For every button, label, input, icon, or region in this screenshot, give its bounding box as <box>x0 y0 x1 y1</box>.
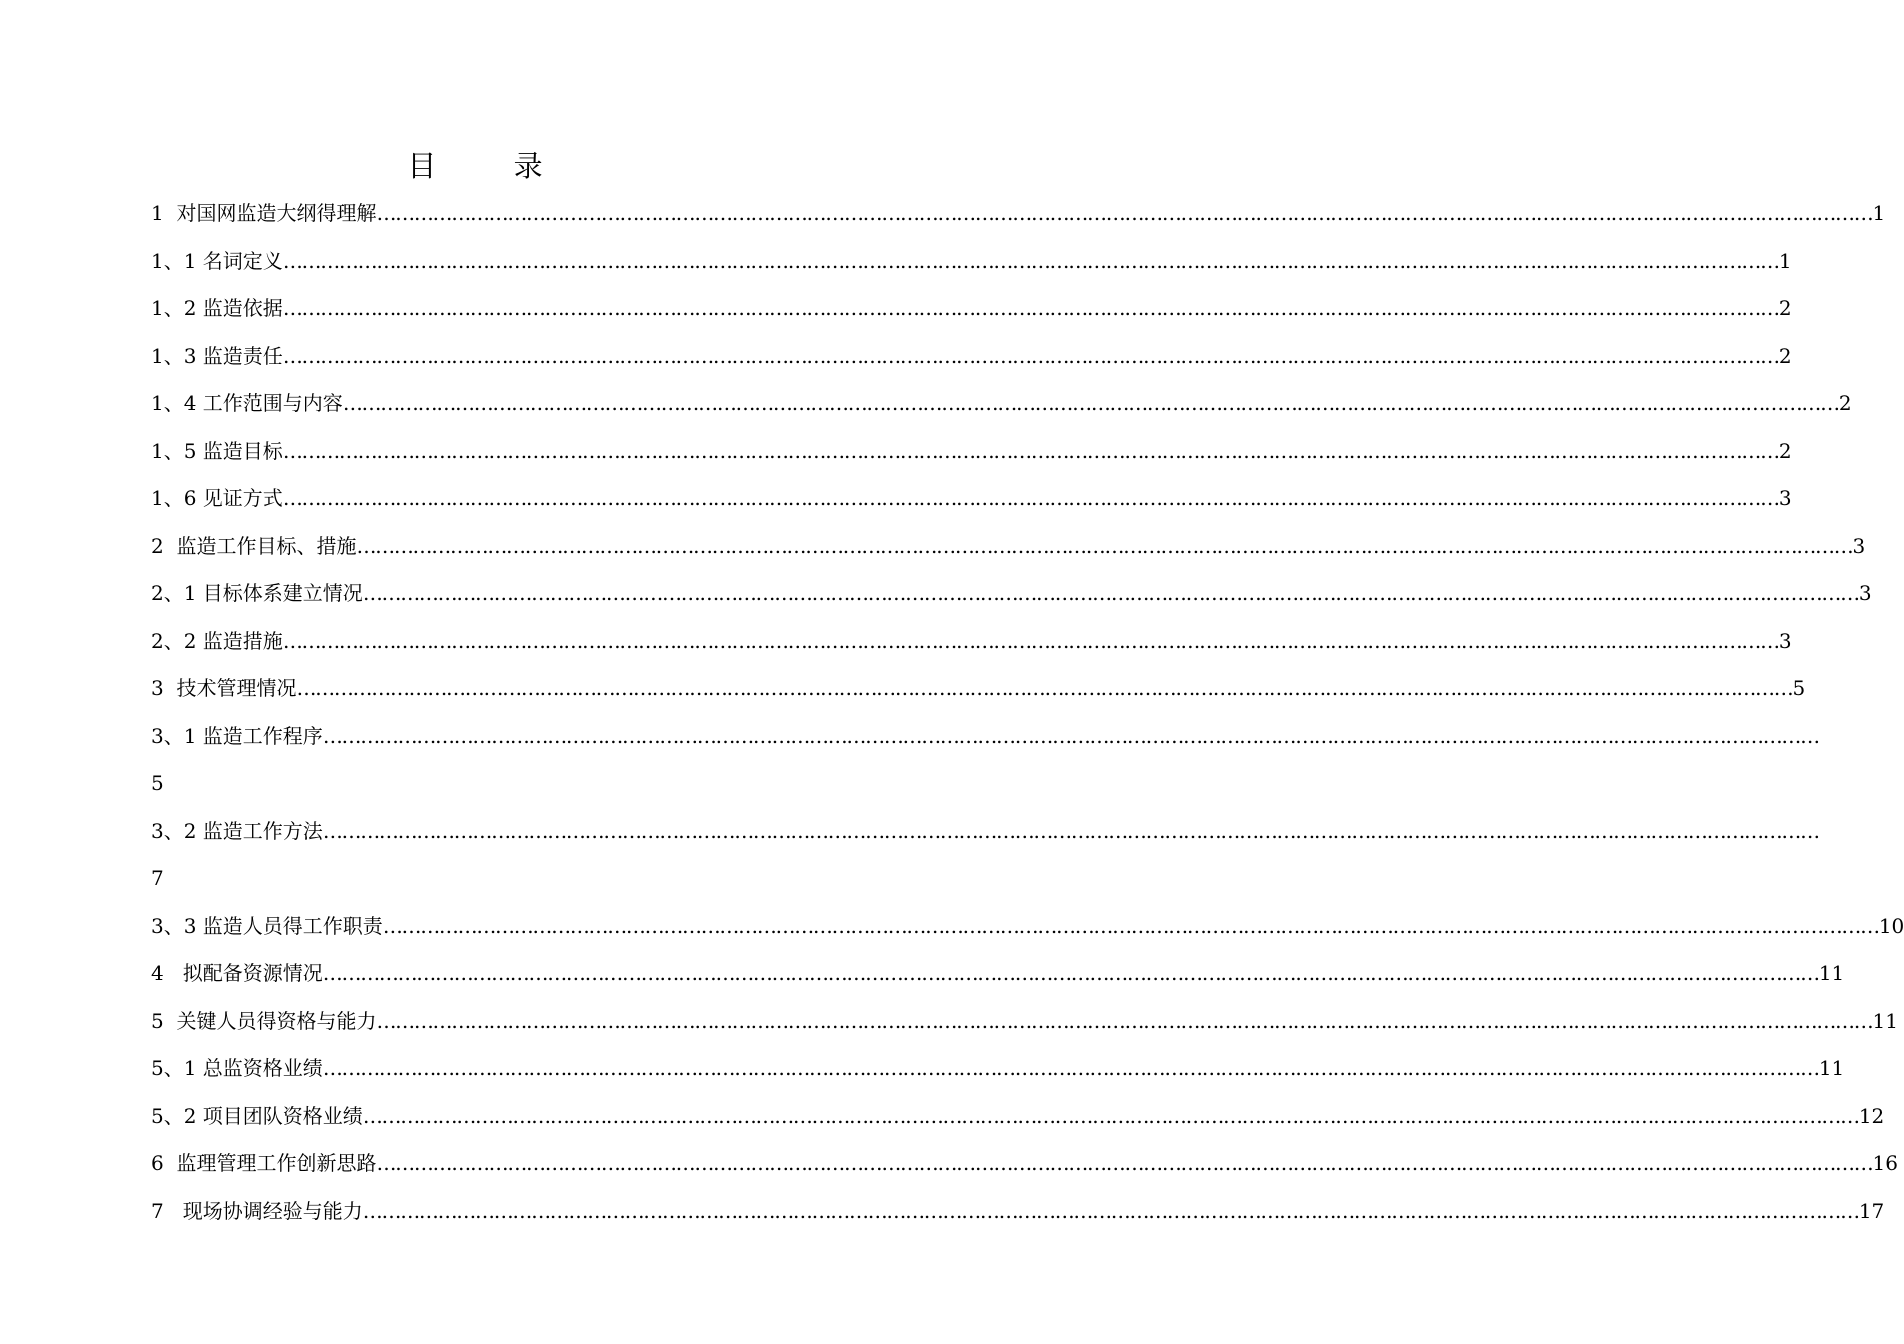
toc-entry-title: 1、1 名词定义 <box>151 248 283 273</box>
toc-dot-leader: …………………………………………………………………………………………………………………………………………………………………………………………………………………… <box>376 1008 1873 1033</box>
toc-entry[interactable] <box>151 623 1792 671</box>
toc-entry-title: 3、2 监造工作方法 <box>151 818 323 843</box>
toc-entry[interactable] <box>151 290 1792 338</box>
toc-page-number: 7 <box>151 866 164 890</box>
toc-entry-title: 2 监造工作目标、措施 <box>151 533 357 558</box>
toc-entry[interactable] <box>151 433 1792 481</box>
toc-entry-title: 5、2 项目团队资格业绩 <box>151 1103 363 1128</box>
toc-entry-title: 3、1 监造工作程序 <box>151 723 323 748</box>
toc-entry-title: 1、5 监造目标 <box>151 438 283 463</box>
toc-page-number: 5 <box>151 771 164 795</box>
toc-entry-title: 4 拟配备资源情况 <box>151 961 323 985</box>
toc-entry-page-wrapped <box>151 860 808 908</box>
toc-entry[interactable] <box>151 718 1819 766</box>
toc-page-number: 17 <box>1858 1198 1885 1223</box>
toc-page-number: 2 <box>1778 296 1792 320</box>
toc-dot-leader: …………………………………………………………………………………………………………………………………………………………………………………………………………………… <box>376 1151 1873 1175</box>
toc-dot-leader: …………………………………………………………………………………………………………………………………………………………………………………………………………………… <box>282 248 1779 273</box>
toc-entry[interactable] <box>151 908 1904 956</box>
toc-entry-title: 7 现场协调经验与能力 <box>151 1198 363 1223</box>
toc-dot-leader: …………………………………………………………………………………………………………………………………………………………………………………………………………………… <box>322 818 1819 843</box>
toc-entry-page-wrapped <box>151 765 808 813</box>
toc-entry[interactable] <box>151 1003 1898 1051</box>
toc-entry[interactable] <box>151 528 1866 576</box>
toc-page-number: 3 <box>1858 581 1872 605</box>
toc-entry[interactable] <box>151 955 1845 1003</box>
toc-entry[interactable] <box>151 575 1872 623</box>
toc-page-number: 11 <box>1818 1056 1845 1080</box>
toc-dot-leader: …………………………………………………………………………………………………………………………………………………………………………………………………………………… <box>376 201 1873 225</box>
toc-entry[interactable] <box>151 813 1819 861</box>
toc-dot-leader: …………………………………………………………………………………………………………………………………………………………………………………………………………………… <box>382 913 1879 938</box>
toc-entry-title: 1 对国网监造大纲得理解 <box>151 201 377 225</box>
toc-page-number: 3 <box>1778 486 1792 510</box>
toc-page-number: 2 <box>1838 391 1852 415</box>
toc-dot-leader: …………………………………………………………………………………………………………………………………………………………………………………………………………………… <box>322 961 1819 985</box>
toc-entry[interactable] <box>151 480 1792 528</box>
toc-page-number: 5 <box>1792 676 1806 700</box>
toc-entry[interactable] <box>151 385 1852 433</box>
toc-dot-leader: …………………………………………………………………………………………………………………………………………………………………………………………………………………… <box>362 581 1859 605</box>
toc-dot-leader: …………………………………………………………………………………………………………………………………………………………………………………………………………………… <box>282 296 1779 320</box>
toc-page-number: 12 <box>1858 1103 1885 1128</box>
toc-dot-leader: …………………………………………………………………………………………………………………………………………………………………………………………………………………… <box>342 391 1839 415</box>
toc-dot-leader: …………………………………………………………………………………………………………………………………………………………………………………………………………………… <box>322 1056 1819 1080</box>
toc-entry-title: 3 技术管理情况 <box>151 676 297 700</box>
toc-entry[interactable] <box>151 670 1806 718</box>
toc-page-number: 2 <box>1778 438 1792 463</box>
toc-entry[interactable] <box>151 1193 1885 1241</box>
toc-page-number: 10 <box>1878 913 1904 938</box>
toc-entry[interactable] <box>151 195 1886 243</box>
toc-page-number: 1 <box>1778 248 1792 273</box>
toc-entry[interactable] <box>151 243 1792 291</box>
toc-dot-leader: …………………………………………………………………………………………………………………………………………………………………………………………………………………… <box>362 1103 1859 1128</box>
toc-entry-title: 3、3 监造人员得工作职责 <box>151 913 383 938</box>
toc-entry-title: 1、4 工作范围与内容 <box>151 391 343 415</box>
toc-dot-leader: …………………………………………………………………………………………………………………………………………………………………………………………………………………… <box>356 533 1853 558</box>
toc-page-number: 2 <box>1778 343 1792 368</box>
toc-entry[interactable] <box>151 338 1792 386</box>
toc-entry[interactable] <box>151 1050 1845 1098</box>
toc-entry-title: 1、2 监造依据 <box>151 296 283 320</box>
toc-dot-leader: …………………………………………………………………………………………………………………………………………………………………………………………………………………… <box>296 676 1793 700</box>
toc-page-number: 3 <box>1852 533 1866 558</box>
toc-entry-title: 2、2 监造措施 <box>151 628 283 653</box>
toc-page-number: 16 <box>1872 1151 1898 1175</box>
toc-entry[interactable] <box>151 1145 1898 1193</box>
toc-dot-leader: …………………………………………………………………………………………………………………………………………………………………………………………………………………… <box>282 438 1779 463</box>
toc-dot-leader: …………………………………………………………………………………………………………………………………………………………………………………………………………………… <box>322 723 1819 748</box>
toc-entry-title: 6 监理管理工作创新思路 <box>151 1151 377 1175</box>
toc-dot-leader: …………………………………………………………………………………………………………………………………………………………………………………………………………………… <box>282 628 1779 653</box>
toc-entry-title: 2、1 目标体系建立情况 <box>151 581 363 605</box>
toc-page-number: 11 <box>1872 1008 1898 1033</box>
toc-entry-title: 1、3 监造责任 <box>151 343 283 368</box>
toc-entry-title: 1、6 见证方式 <box>151 486 283 510</box>
toc-page-number: 3 <box>1778 628 1792 653</box>
toc-page-number: 11 <box>1818 961 1845 985</box>
toc-entry-title: 5、1 总监资格业绩 <box>151 1056 323 1080</box>
toc-entry-title: 5 关键人员得资格与能力 <box>151 1008 377 1033</box>
toc-title: 目 录 <box>407 149 577 183</box>
toc-dot-leader: …………………………………………………………………………………………………………………………………………………………………………………………………………………… <box>282 486 1779 510</box>
table-of-contents <box>151 195 1904 1240</box>
toc-page-number: 1 <box>1872 201 1886 225</box>
toc-dot-leader: …………………………………………………………………………………………………………………………………………………………………………………………………………………… <box>362 1198 1859 1223</box>
toc-dot-leader: …………………………………………………………………………………………………………………………………………………………………………………………………………………… <box>282 343 1779 368</box>
toc-entry[interactable] <box>151 1098 1885 1146</box>
